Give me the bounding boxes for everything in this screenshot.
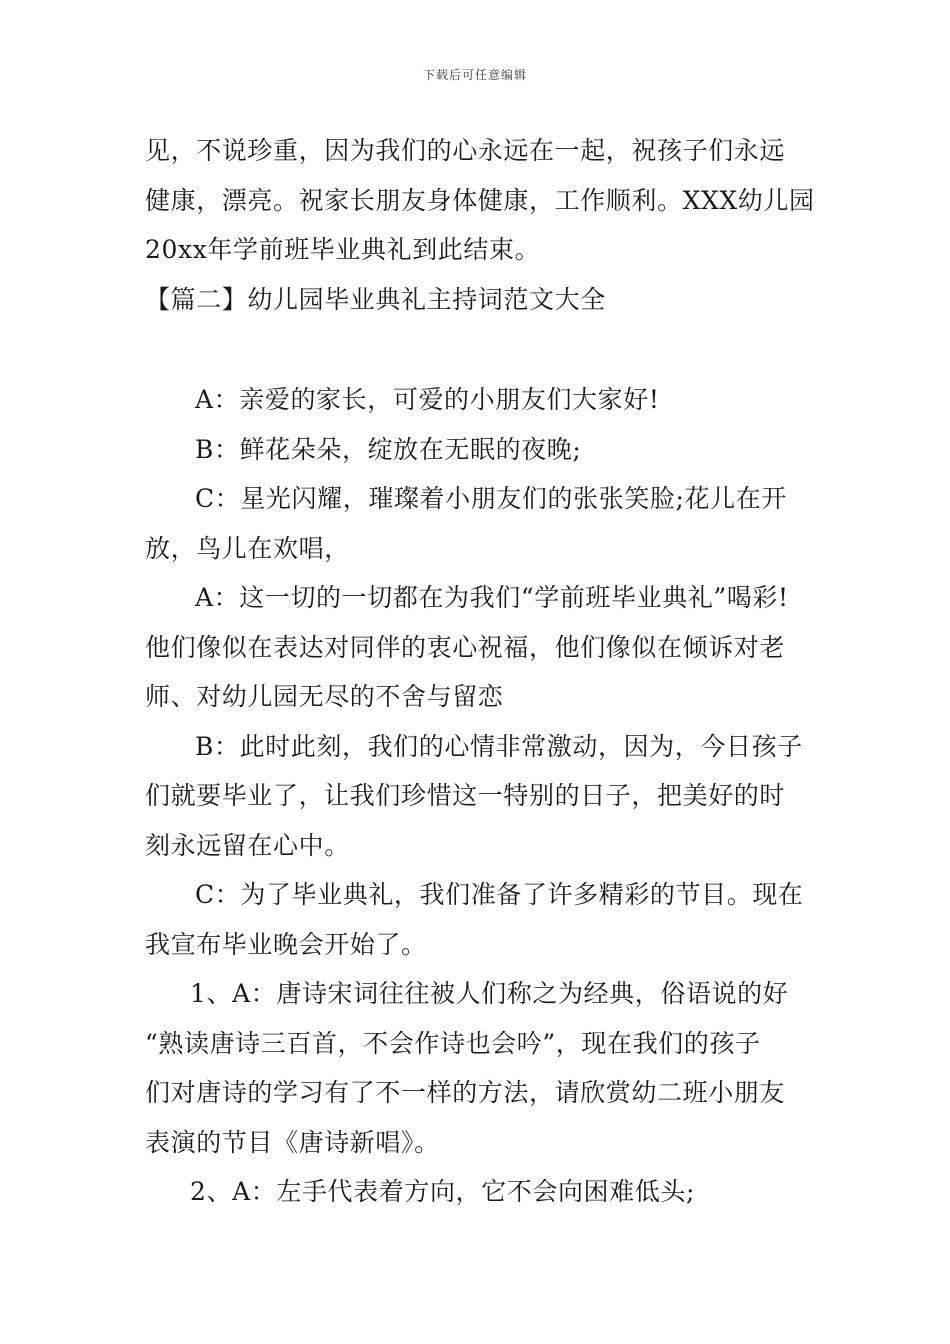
text-line: 20xx年学前班毕业典礼到此结束。 — [145, 235, 541, 264]
text-line: 见，不说珍重，因为我们的心永远在一起，祝孩子们永远 — [145, 136, 786, 165]
text-line: B：鲜花朵朵，绽放在无眠的夜晚; — [195, 434, 582, 464]
text-line: A：亲爱的家长，可爱的小朋友们大家好! — [195, 385, 660, 414]
text-line: 2、A：左手代表着方向，它不会向困难低头; — [190, 1177, 695, 1206]
text-line: 师、对幼儿园无尽的不舍与留恋 — [145, 682, 504, 711]
text-line: C：星光闪耀，璀璨着小朋友们的张张笑脸;花儿在开 — [195, 484, 787, 513]
text-line: 放，鸟儿在欢唱， — [145, 533, 350, 563]
text-line: 他们像似在表达对同伴的衷心祝福，他们像似在倾诉对老 — [145, 632, 786, 662]
text-line: 1、A：唐诗宋词往往被人们称之为经典，俗语说的好 — [190, 979, 789, 1008]
section-spacer — [145, 324, 810, 375]
page-header-note: 下载后可任意编辑 — [422, 68, 527, 82]
text-line: A：这一切的一切都在为我们“学前班毕业典礼”喝彩! — [195, 583, 789, 612]
document-body — [145, 126, 815, 1217]
text-line: “熟读唐诗三百首，不会作诗也会吟”，现在我们的孩子 — [145, 1028, 761, 1058]
text-line: C：为了毕业典礼，我们准备了许多精彩的节目。现在 — [195, 880, 804, 909]
text-line: 们就要毕业了，让我们珍惜这一特别的日子，把美好的时 — [145, 781, 786, 810]
text-line: 健康，漂亮。祝家长朋友身体健康，工作顺利。XXX幼儿园 — [145, 185, 815, 215]
text-line: 表演的节目《唐诗新唱》。 — [145, 1127, 440, 1157]
text-line: 我宣布毕业晚会开始了。 — [145, 929, 427, 959]
text-line: B：此时此刻，我们的心情非常激动，因为，今日孩子 — [195, 731, 803, 761]
text-line: 刻永远留在心中。 — [145, 830, 350, 860]
text-line: 们对唐诗的学习有了不一样的方法，请欣赏幼二班小朋友 — [145, 1078, 786, 1107]
section-heading: 【篇二】幼儿园毕业典礼主持词范文大全 — [145, 284, 606, 314]
